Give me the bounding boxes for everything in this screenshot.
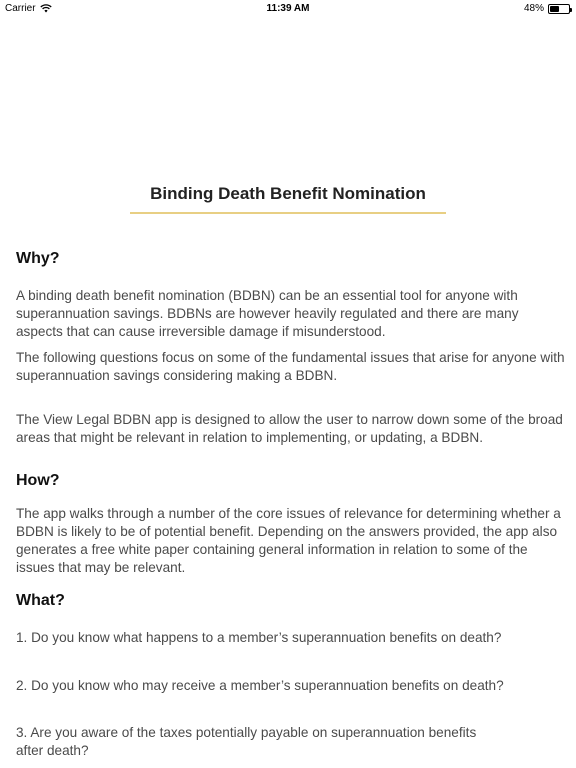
how-heading: How? xyxy=(16,472,60,489)
battery-percent: 48% xyxy=(523,3,544,14)
how-paragraph-1: The app walks through a number of the core issues of relevance for determining whether a BDBN is likely to be of potential benefit. Depending on the answers provided, the app also generates a free white paper containing general information in relation to some of the issues that may be relevant. xyxy=(16,506,561,575)
why-paragraph-1: A binding death benefit nomination (BDBN) can be an essential tool for anyone with superannuation savings. BDBNs are however heavily regulated and there are many aspects that can cause irreversible damage if misunderstood. xyxy=(16,288,519,339)
why-heading: Why? xyxy=(16,250,60,267)
why-paragraph-2: The following questions focus on some of the fundamental issues that arise for anyone with superannuation savings considering making a BDBN. xyxy=(16,350,565,383)
why-paragraph-3: The View Legal BDBN app is designed to allow the user to narrow down some of the broad areas that might be relevant in relation to implementing, or updating, a BDBN. xyxy=(16,412,563,445)
question-3-line-1: 3. Are you aware of the taxes potentially payable on superannuation benefits xyxy=(16,725,477,740)
question-3-line-2: after death? xyxy=(16,743,89,758)
status-right xyxy=(524,3,570,14)
question-1: 1. Do you know what happens to a member’s superannuation benefits on death? xyxy=(16,630,502,645)
question-2: 2. Do you know who may receive a member’s superannuation benefits on death? xyxy=(16,678,504,693)
status-bar xyxy=(0,0,576,18)
page-title: Binding Death Benefit Nomination xyxy=(150,184,426,203)
battery-fill xyxy=(550,6,559,12)
carrier-label: Carrier xyxy=(5,3,36,14)
title-underline xyxy=(130,212,446,214)
battery-icon xyxy=(548,4,570,14)
status-time: 11:39 AM xyxy=(266,3,310,14)
what-heading: What? xyxy=(16,592,65,609)
